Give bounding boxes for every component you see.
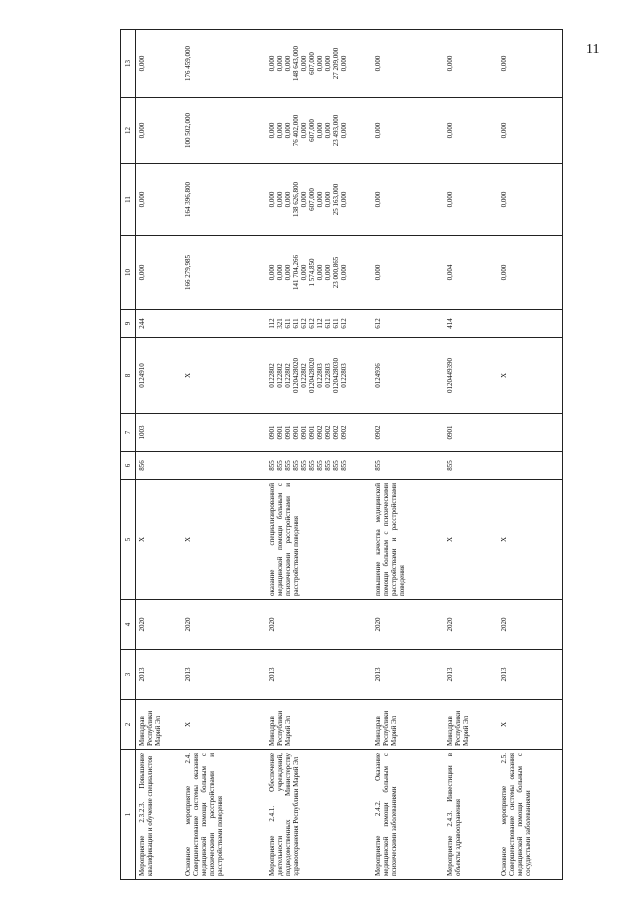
amount: 100 502,000 <box>182 98 266 164</box>
header-cell: 9 <box>121 310 136 338</box>
code-grbs <box>182 452 266 480</box>
amount: 164 396,800 <box>182 164 266 236</box>
code-grbs: 855 855 855 855 855 855 855 855 855 855 <box>266 452 372 480</box>
activity-name: Мероприятие 2.4.2. Оказание медицинской помощи больным с психическими заболеваниями <box>372 750 444 880</box>
code-grbs <box>498 452 563 480</box>
header-cell: 6 <box>121 452 136 480</box>
activity-name: Мероприятие 2.4.1. Обеспечение деятельности учреждений, подведомственных Министерству здравоохранения Республики Марий Эл <box>266 750 372 880</box>
code-vr <box>182 310 266 338</box>
header-cell: 11 <box>121 164 136 236</box>
code-rzpr: 0901 0901 0901 0901 0901 0901 0902 0902 0902 0902 <box>266 414 372 452</box>
code-vr: 414 <box>444 310 498 338</box>
code-csr: X <box>182 338 266 414</box>
amount: 0,000 <box>136 98 183 164</box>
start-year: 2013 <box>266 650 372 700</box>
header-cell: 10 <box>121 236 136 310</box>
code-csr: X <box>498 338 563 414</box>
start-year: 2013 <box>372 650 444 700</box>
expected-result: X <box>444 480 498 600</box>
amount: 0,000 <box>136 164 183 236</box>
end-year: 2020 <box>182 600 266 650</box>
table-row <box>182 30 266 880</box>
end-year: 2020 <box>372 600 444 650</box>
amount: 0,000 <box>498 236 563 310</box>
code-grbs: 856 <box>136 452 183 480</box>
amount: 166 279,985 <box>182 236 266 310</box>
end-year: 2020 <box>498 600 563 650</box>
activity-name: Мероприятие 2.4.3. Инвестиции в объекты здравоохранения <box>444 750 498 880</box>
table-row <box>498 30 563 880</box>
executor: X <box>182 700 266 750</box>
expected-result: X <box>498 480 563 600</box>
code-vr: 112 321 611 611 612 612 112 611 611 612 <box>266 310 372 338</box>
amount: 0,000 <box>372 164 444 236</box>
header-cell: 1 <box>121 750 136 880</box>
header-cell: 5 <box>121 480 136 600</box>
code-rzpr: 1003 <box>136 414 183 452</box>
header-row <box>121 30 136 880</box>
amount: 0,000 <box>138 55 147 72</box>
code-csr: 0124936 <box>372 338 444 414</box>
activity-name: Мероприятие 2.3.2.3. Повышение квалификации и обучение специалистов <box>136 750 183 880</box>
start-year: 2013 <box>498 650 563 700</box>
table-row <box>266 30 372 880</box>
code-vr <box>498 310 563 338</box>
code-csr: 0124910 <box>136 338 183 414</box>
amount: 0,000 <box>498 98 563 164</box>
table <box>120 29 563 880</box>
expected-result: повышение качества медицинской помощи больным с психическими расстройствами и расстройствами поведения <box>372 480 444 600</box>
executor: Минздрав Республики Марий Эл <box>136 700 183 750</box>
code-vr: 612 <box>372 310 444 338</box>
code-rzpr <box>182 414 266 452</box>
start-year: 2013 <box>136 650 183 700</box>
page-number: 11 <box>586 42 600 57</box>
amount: 0,000 0,000 0,000 138 626,800 0,000 607,000 0,000 0,000 25 163,000 0,000 <box>266 164 372 236</box>
header-cell: 8 <box>121 338 136 414</box>
end-year: 2020 <box>266 600 372 650</box>
amount: 0,000 <box>446 55 455 72</box>
executor: Минздрав Республики Марий Эл <box>444 700 498 750</box>
code-rzpr: 0902 <box>372 414 444 452</box>
header-cell: 3 <box>121 650 136 700</box>
amount: 0,000 0,000 0,000 148 643,000 0,000 607,000 0,000 0,000 27 209,000 0,000 <box>268 46 349 81</box>
executor: Минздрав Республики Марий Эл <box>372 700 444 750</box>
table-row <box>372 30 444 880</box>
code-grbs: 855 <box>444 452 498 480</box>
amount: 0,000 <box>374 55 383 72</box>
amount: 0,000 <box>444 164 498 236</box>
amount: 0,000 <box>372 98 444 164</box>
expected-result: X <box>136 480 183 600</box>
amount: 0,000 0,000 0,000 141 704,266 0,000 1 574,850 0,000 0,000 23 000,865 0,000 <box>266 236 372 310</box>
executor: X <box>498 700 563 750</box>
code-rzpr: 0901 <box>444 414 498 452</box>
code-grbs: 855 <box>372 452 444 480</box>
expected-result: X <box>182 480 266 600</box>
start-year: 2013 <box>444 650 498 700</box>
header-cell: 13 <box>121 30 136 98</box>
end-year: 2020 <box>136 600 183 650</box>
end-year: 2020 <box>444 600 498 650</box>
amount: 0,000 <box>498 164 563 236</box>
activity-name: Основное мероприятие 2.5. Совершенствование системы оказания медицинской помощи больным с сосудистыми заболеваниями <box>498 750 563 880</box>
amount: 0,000 0,000 0,000 76 402,000 0,000 607,000 0,000 0,000 23 493,000 0,000 <box>266 98 372 164</box>
header-cell: 4 <box>121 600 136 650</box>
expected-result: оказание специализированной медицинской помощи больным с психическими расстройствами и расстройствами поведения <box>266 480 372 600</box>
table-row <box>444 30 498 880</box>
amount: 0,000 <box>444 98 498 164</box>
code-rzpr <box>498 414 563 452</box>
header-cell: 2 <box>121 700 136 750</box>
amount: 0,000 <box>500 55 509 72</box>
start-year: 2013 <box>182 650 266 700</box>
amount: 0,004 <box>444 236 498 310</box>
amount: 0,000 <box>136 236 183 310</box>
program-table <box>120 30 570 880</box>
table-row <box>136 30 183 880</box>
code-vr: 244 <box>136 310 183 338</box>
amount: 176 459,000 <box>184 46 193 81</box>
header-cell: 12 <box>121 98 136 164</box>
header-cell: 7 <box>121 414 136 452</box>
executor: Минздрав Республики Марий Эл <box>266 700 372 750</box>
amount: 0,000 <box>372 236 444 310</box>
activity-name: Основное мероприятие 2.4. Совершенствование системы оказания медицинской помощи больным с психическими расстройствами и расстройствами поведения <box>182 750 266 880</box>
code-csr: 0120449390 <box>444 338 498 414</box>
code-csr: 0122802 0122802 0122802 0120428020 0122802 0120428020 0122803 0122803 0120428030 0122803 <box>266 338 372 414</box>
